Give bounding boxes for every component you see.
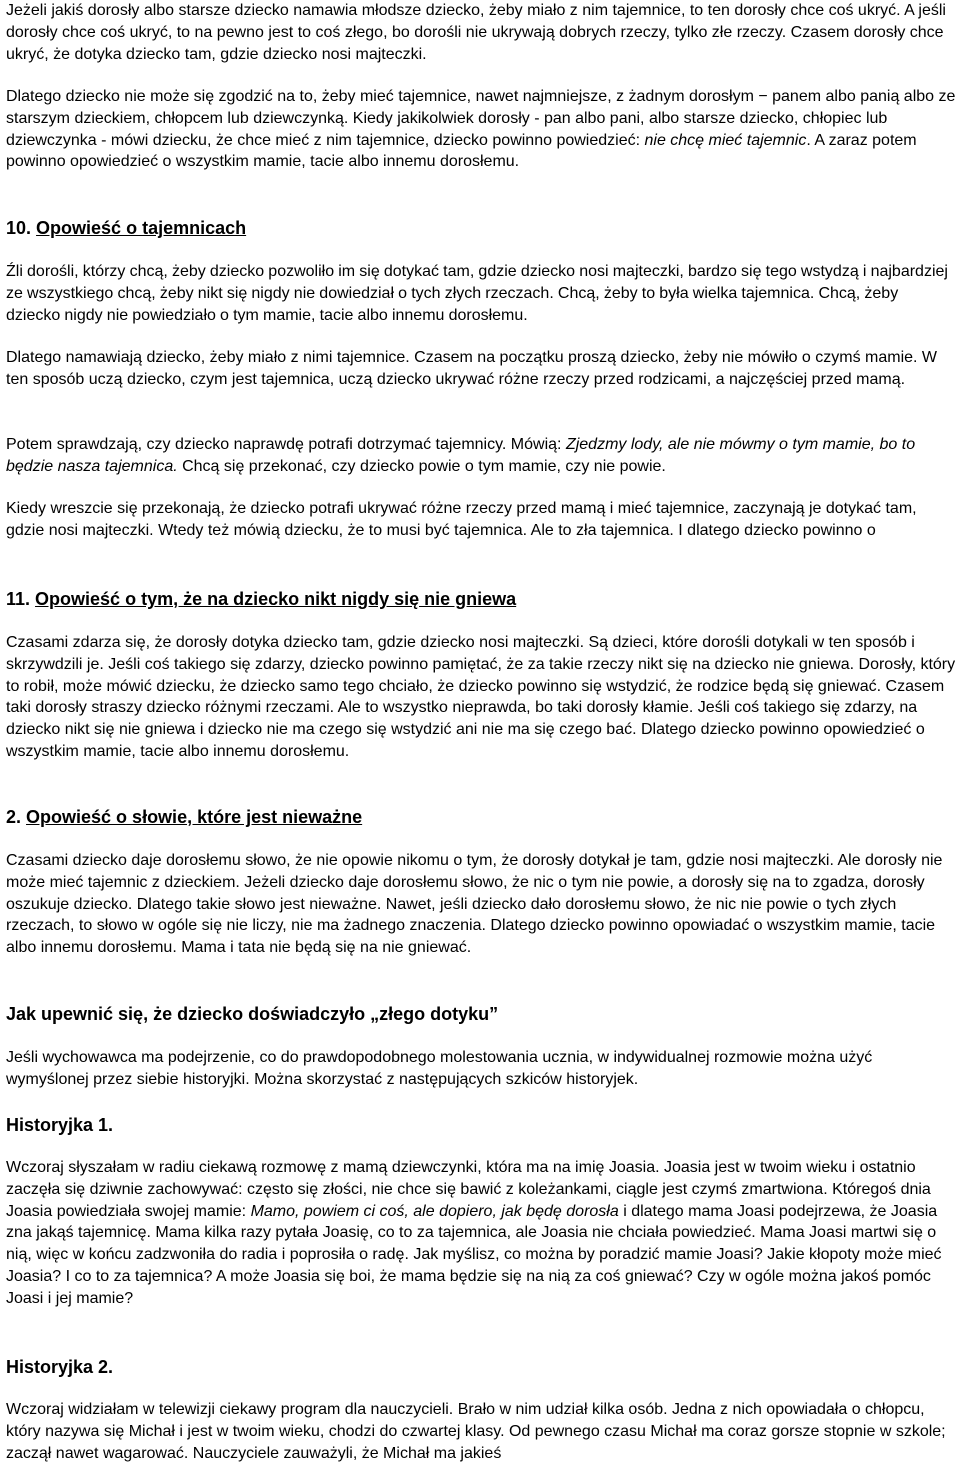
paragraph-italic-text: nie chcę mieć tajemnic [644, 131, 807, 149]
section-heading-11 [6, 588, 956, 610]
paragraph-nobody-angry [6, 632, 956, 763]
paragraph-test-secret [6, 434, 956, 478]
paragraph-secrets-intro [6, 0, 956, 65]
paragraph-bad-secret [6, 498, 956, 542]
paragraph-text: Czasami zdarza się, że dorosły dotyka dziecko tam, gdzie dziecko nosi majteczki. Są dzieci, które dorośli dotykali w ten sposób i skrzywdzili je. Jeśli coś takiego się zdarzy, dziecko powinno pamiętać, że za takie rzeczy nikt się na dziecko nie gniewa. Dorosły, który to robił, może mówić dziecku, że dziecko samo tego chciało, że dziecko powinno się wstydzić, że rodzice będą się gniewać. Czasem taki dorosły straszy dziecko różnymi rzeczami. Ale to wszystko nieprawda, bo taki dorosły kłamie. Jeśli coś takiego się zdarzy, na dziecko nikt się nie gniewa i dziecko nie ma czego się wstydzić ani nie ma się czego bać. Dlatego dziecko powinno opowiedzieć o wszystkim mamie, tacie albo innemu dorosłemu. [6, 634, 956, 760]
paragraph-text: Jeżeli jakiś dorosły albo starsze dziecko namawia młodsze dziecko, żeby miało z nim tajemnice, to ten dorosły chce coś ukryć. A jeśli dorosły chce coś ukryć, to na pewno jest to coś złego, bo dorośli nie ukrywają dobrych rzeczy, tylko złe rzeczy. Czasem dorosły chce ukryć, że dotyka dziecko tam, gdzie dziecko nosi majteczki. [6, 2, 946, 63]
heading-title: Opowieść o tym, że na dziecko nikt nigdy się nie gniewa [35, 589, 517, 609]
section-heading-2 [6, 806, 956, 828]
paragraph-text: Źli dorośli, którzy chcą, żeby dziecko pozwoliło im się dotykać tam, gdzie dziecko nosi majteczki, bardzo się tego wstydzą i najbardziej ze wszystkiego chcą, żeby nikt się nigdy nie dowiedział o tych złych rzeczach. Chcą, żeby to była wielka tajemnica. Chcą, żeby dziecko nigdy nie powiedziało o tym mamie, tacie albo innemu dorosłemu. [6, 263, 948, 324]
section-heading-10 [6, 217, 956, 239]
paragraph-teacher-suspicion [6, 1047, 956, 1091]
heading-title: Opowieść o tajemnicach [36, 218, 247, 238]
paragraph-text: Jeśli wychowawca ma podejrzenie, co do prawdopodobnego molestowania ucznia, w indywidualnej rozmowie można użyć wymyślonej przez siebie historyjki. Można skorzystać z następujących szkiców historyjek. [6, 1049, 873, 1088]
section-heading-story-2 [6, 1356, 956, 1378]
paragraph-text: Czasami dziecko daje dorosłemu słowo, że nie opowie nikomu o tym, że dorosły dotykał je tam, gdzie nosi majteczki. Ale dorosły nie może mieć tajemnic z dzieckiem. Jeżeli dziecko daje dorosłemu słowo, że nic o tym nie powie, a dorosły się na to zgadza, dorosły oszukuje dziecko. Dlatego takie słowo jest nieważne. Nawet, jeśli dziecko dało dorosłemu słowo, że nic nie powie o tych złych rzeczach, to słowo w ogóle się nie liczy, nie ma żadnego znaczenia. Dlatego dziecko powinno opowiadać o wszystkim mamie, tacie albo innemu dorosłemu. Mama i tata nie będą się na nie gniewać. [6, 852, 943, 957]
heading-number: 11. [6, 589, 31, 609]
paragraph-text: Dlatego namawiają dziecko, żeby miało z nimi tajemnice. Czasem na początku proszą dziecko, żeby nie mówiło o czymś mamie. W ten sposób uczą dziecko, czym jest tajemnica, uczą dziecko ukrywać różne rzeczy przed rodzicami, a najczęściej przed mamą. [6, 349, 938, 388]
paragraph-story-1 [6, 1157, 956, 1310]
paragraph-text: i dlatego mama Joasi podejrzewa, że Joasia zna jakąś tajemnicę. Mama kilka razy pytała Joasię, co to za tajemnica, ale Joasia nie chciała powiedzieć. Mama Joasi martwi się o nią, więc w końcu zadzwoniła do radia i poprosiła o radę. Jak myślisz, co można by poradzić mamie Joasi? Jakie kłopoty może mieć Joasia? I co to za tajemnica? A może Joasia się boi, że mama będzie się na nią za coś gniewać? Czy w ogóle można jakoś pomóc Joasi i jej mamie? [6, 1202, 942, 1307]
section-heading-story-1 [6, 1114, 956, 1136]
paragraph-text: . A zaraz potem powinno opowiedzieć o wszystkim mamie, tacie albo innemu dorosłemu. [6, 131, 917, 171]
heading-number: 2. [6, 807, 22, 827]
heading-number: 10. [6, 218, 32, 238]
paragraph-text: Wczoraj widziałam w telewizji ciekawy program dla nauczycieli. Brało w nim udział kilka osób. Jedna z nich opowiadała o chłopcu, który nazywa się Michał i jest w twoim wieku, chodzi do czwartej klasy. Od pewnego czasu Michał ma coraz gorsze stopnie w szkole; zaczął nawet wagarować. Nauczyciele zauważyli, że Michał ma jakieś [6, 1401, 946, 1462]
paragraph-italic-text: Mamo, powiem ci coś, ale dopiero, jak będę dorosła [250, 1202, 619, 1220]
paragraph-text: Dlatego dziecko nie może się zgodzić na to, żeby mieć tajemnice, nawet najmniejsze, z żadnym dorosłym − panem albo panią albo ze starszym dzieckiem, chłopcem lub dziewczynką. Kiedy jakikolwiek dorosły - pan albo pani, albo starsze dziecko, chłopiec lub dziewczynka - mówi dziecku, że chce mieć z nim tajemnice, dziecko powinno powiedzieć: [6, 88, 956, 149]
paragraph-text: Kiedy wreszcie się przekonają, że dziecko potrafi ukrywać różne rzeczy przed mamą i mieć tajemnice, zaczynają je dotykać tam, gdzie nosi majteczki. Wtedy też mówią dziecku, że to musi być tajemnica. Ale to zła tajemnica. I dlatego dziecko powinno o [6, 500, 917, 539]
section-heading-how-to-check [6, 1003, 956, 1025]
paragraph-invalid-word [6, 850, 956, 959]
paragraph-text: Potem sprawdzają, czy dziecko naprawdę potrafi dotrzymać tajemnicy. Mówią: [6, 436, 566, 453]
heading-title: Opowieść o słowie, które jest nieważne [26, 807, 363, 827]
paragraph-persuade [6, 347, 956, 391]
paragraph-text: Chcą się przekonać, czy dziecko powie o tym mamie, czy nie powie. [177, 457, 666, 475]
paragraph-italic-text: Zjedzmy lody, ale nie mówmy o tym mamie, bo to będzie nasza tajemnica. [6, 436, 916, 475]
paragraph-story-2 [6, 1399, 956, 1464]
heading-title: Historyjka 1. [6, 1115, 114, 1135]
heading-title: Historyjka 2. [6, 1357, 114, 1377]
heading-title: Jak upewnić się, że dziecko doświadczyło „złego dotyku” [6, 1004, 499, 1024]
paragraph-text: Wczoraj słyszałam w radiu ciekawą rozmowę z mamą dziewczynki, która ma na imię Joasia. Joasia jest w twoim wieku i ostatnio zaczęła się dziwnie zachowywać: często się złości, nie chce się bawić z koleżankami, ciągle jest czymś zmartwiona. Któregoś dnia Joasia powiedziała swojej mamie: [6, 1159, 931, 1220]
paragraph-no-secrets [6, 86, 956, 173]
paragraph-bad-adults [6, 261, 956, 326]
